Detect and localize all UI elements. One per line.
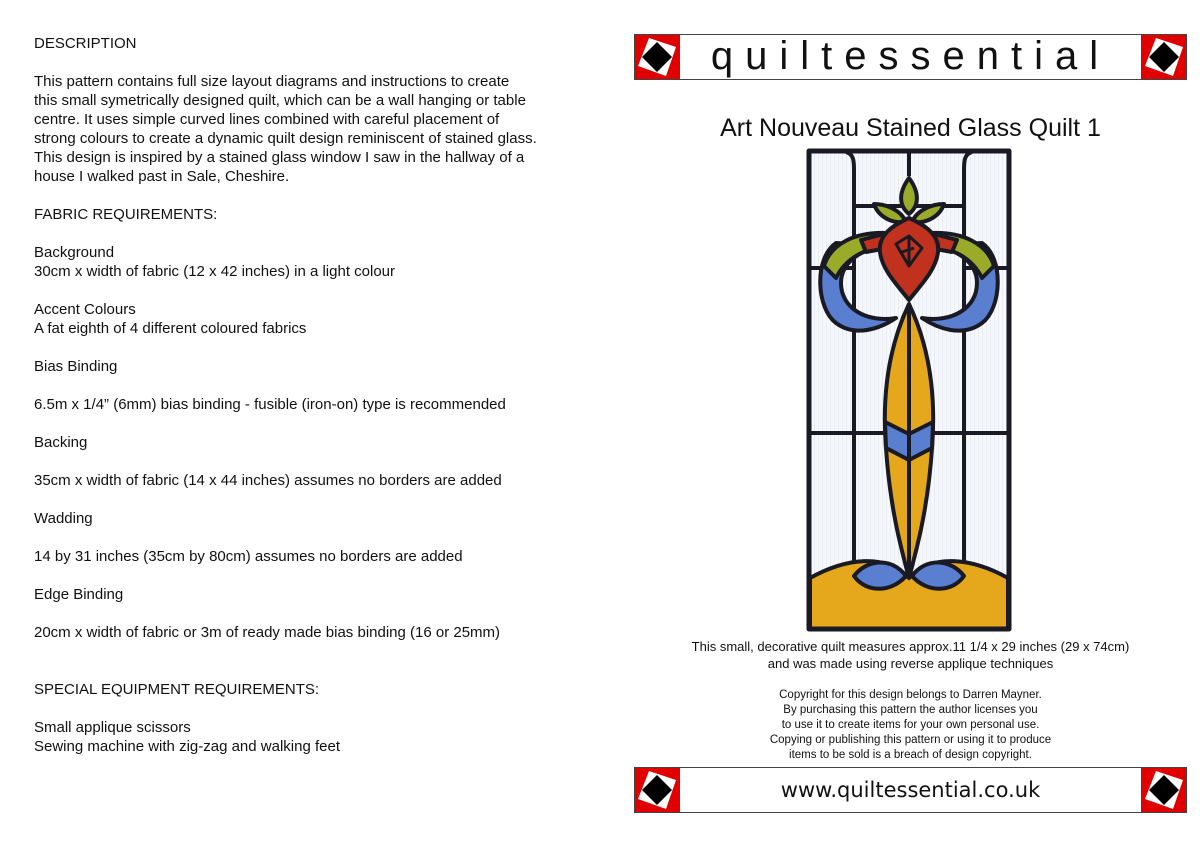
fabric-value-edge-binding: 20cm x width of fabric or 3m of ready made bias binding (16 or 25mm) — [34, 624, 501, 641]
fabric-label-background: Background — [34, 244, 115, 261]
fabric-value-bias-binding: 6.5m x 1/4” (6mm) bias binding - fusible (iron-on) type is recommended — [34, 396, 506, 413]
caption-line: and was made using reverse applique techniques — [767, 656, 1054, 671]
fabric-requirements-heading: FABRIC REQUIREMENTS: — [34, 206, 218, 223]
fabric-label-edge-binding: Edge Binding — [34, 586, 124, 603]
copyright-notice — [634, 688, 1187, 763]
fabric-value-accent: A fat eighth of 4 different coloured fabrics — [34, 320, 307, 337]
fabric-label-bias-binding: Bias Binding — [34, 358, 118, 375]
brand-name: quiltessential — [710, 34, 1111, 78]
equipment-item: Small applique scissors — [34, 719, 191, 736]
fabric-value-wadding: 14 by 31 inches (35cm by 80cm) assumes no borders are added — [34, 548, 463, 565]
brand-banner — [634, 34, 1187, 80]
quilt-caption — [634, 638, 1187, 672]
copyright-line: items to be sold is a breach of design copyright. — [789, 749, 1032, 761]
description-line: centre. It uses simple curved lines combined with careful placement of — [34, 111, 500, 128]
quilt-block-logo-icon — [635, 35, 680, 79]
stained-glass-quilt-image — [806, 148, 1012, 637]
description-line: this small symetrically designed quilt, which can be a wall hanging or table — [34, 92, 526, 109]
equipment-item: Sewing machine with zig-zag and walking feet — [34, 738, 340, 755]
description-line: strong colours to create a dynamic quilt design reminiscent of stained glass. — [34, 130, 537, 147]
equipment-heading: SPECIAL EQUIPMENT REQUIREMENTS: — [34, 681, 320, 698]
quilt-block-logo-icon — [635, 768, 680, 812]
description-line: This pattern contains full size layout diagrams and instructions to create — [34, 73, 510, 90]
pattern-title: Art Nouveau Stained Glass Quilt 1 — [720, 114, 1101, 142]
copyright-line: to use it to create items for your own personal use. — [781, 719, 1040, 731]
fabric-label-accent: Accent Colours — [34, 301, 136, 318]
caption-line: This small, decorative quilt measures approx.11 1/4 x 29 inches (29 x 74cm) — [691, 639, 1130, 654]
left-page — [34, 34, 594, 756]
copyright-line: By purchasing this pattern the author licenses you — [783, 704, 1038, 716]
copyright-line: Copying or publishing this pattern or using it to produce — [769, 734, 1052, 746]
fabric-value-background: 30cm x width of fabric (12 x 42 inches) in a light colour — [34, 263, 396, 280]
website-url: www.quiltessential.co.uk — [780, 778, 1041, 802]
fabric-label-backing: Backing — [34, 434, 88, 451]
description-line: This design is inspired by a stained glass window I saw in the hallway of a — [34, 149, 525, 166]
copyright-line: Copyright for this design belongs to Darren Mayner. — [779, 689, 1042, 701]
website-banner — [634, 767, 1187, 813]
quilt-block-logo-icon — [1141, 35, 1186, 79]
description-line: house I walked past in Sale, Cheshire. — [34, 168, 290, 185]
quilt-block-logo-icon — [1141, 768, 1186, 812]
description-heading: DESCRIPTION — [34, 35, 137, 52]
fabric-value-backing: 35cm x width of fabric (14 x 44 inches) assumes no borders are added — [34, 472, 502, 489]
fabric-label-wadding: Wadding — [34, 510, 93, 527]
